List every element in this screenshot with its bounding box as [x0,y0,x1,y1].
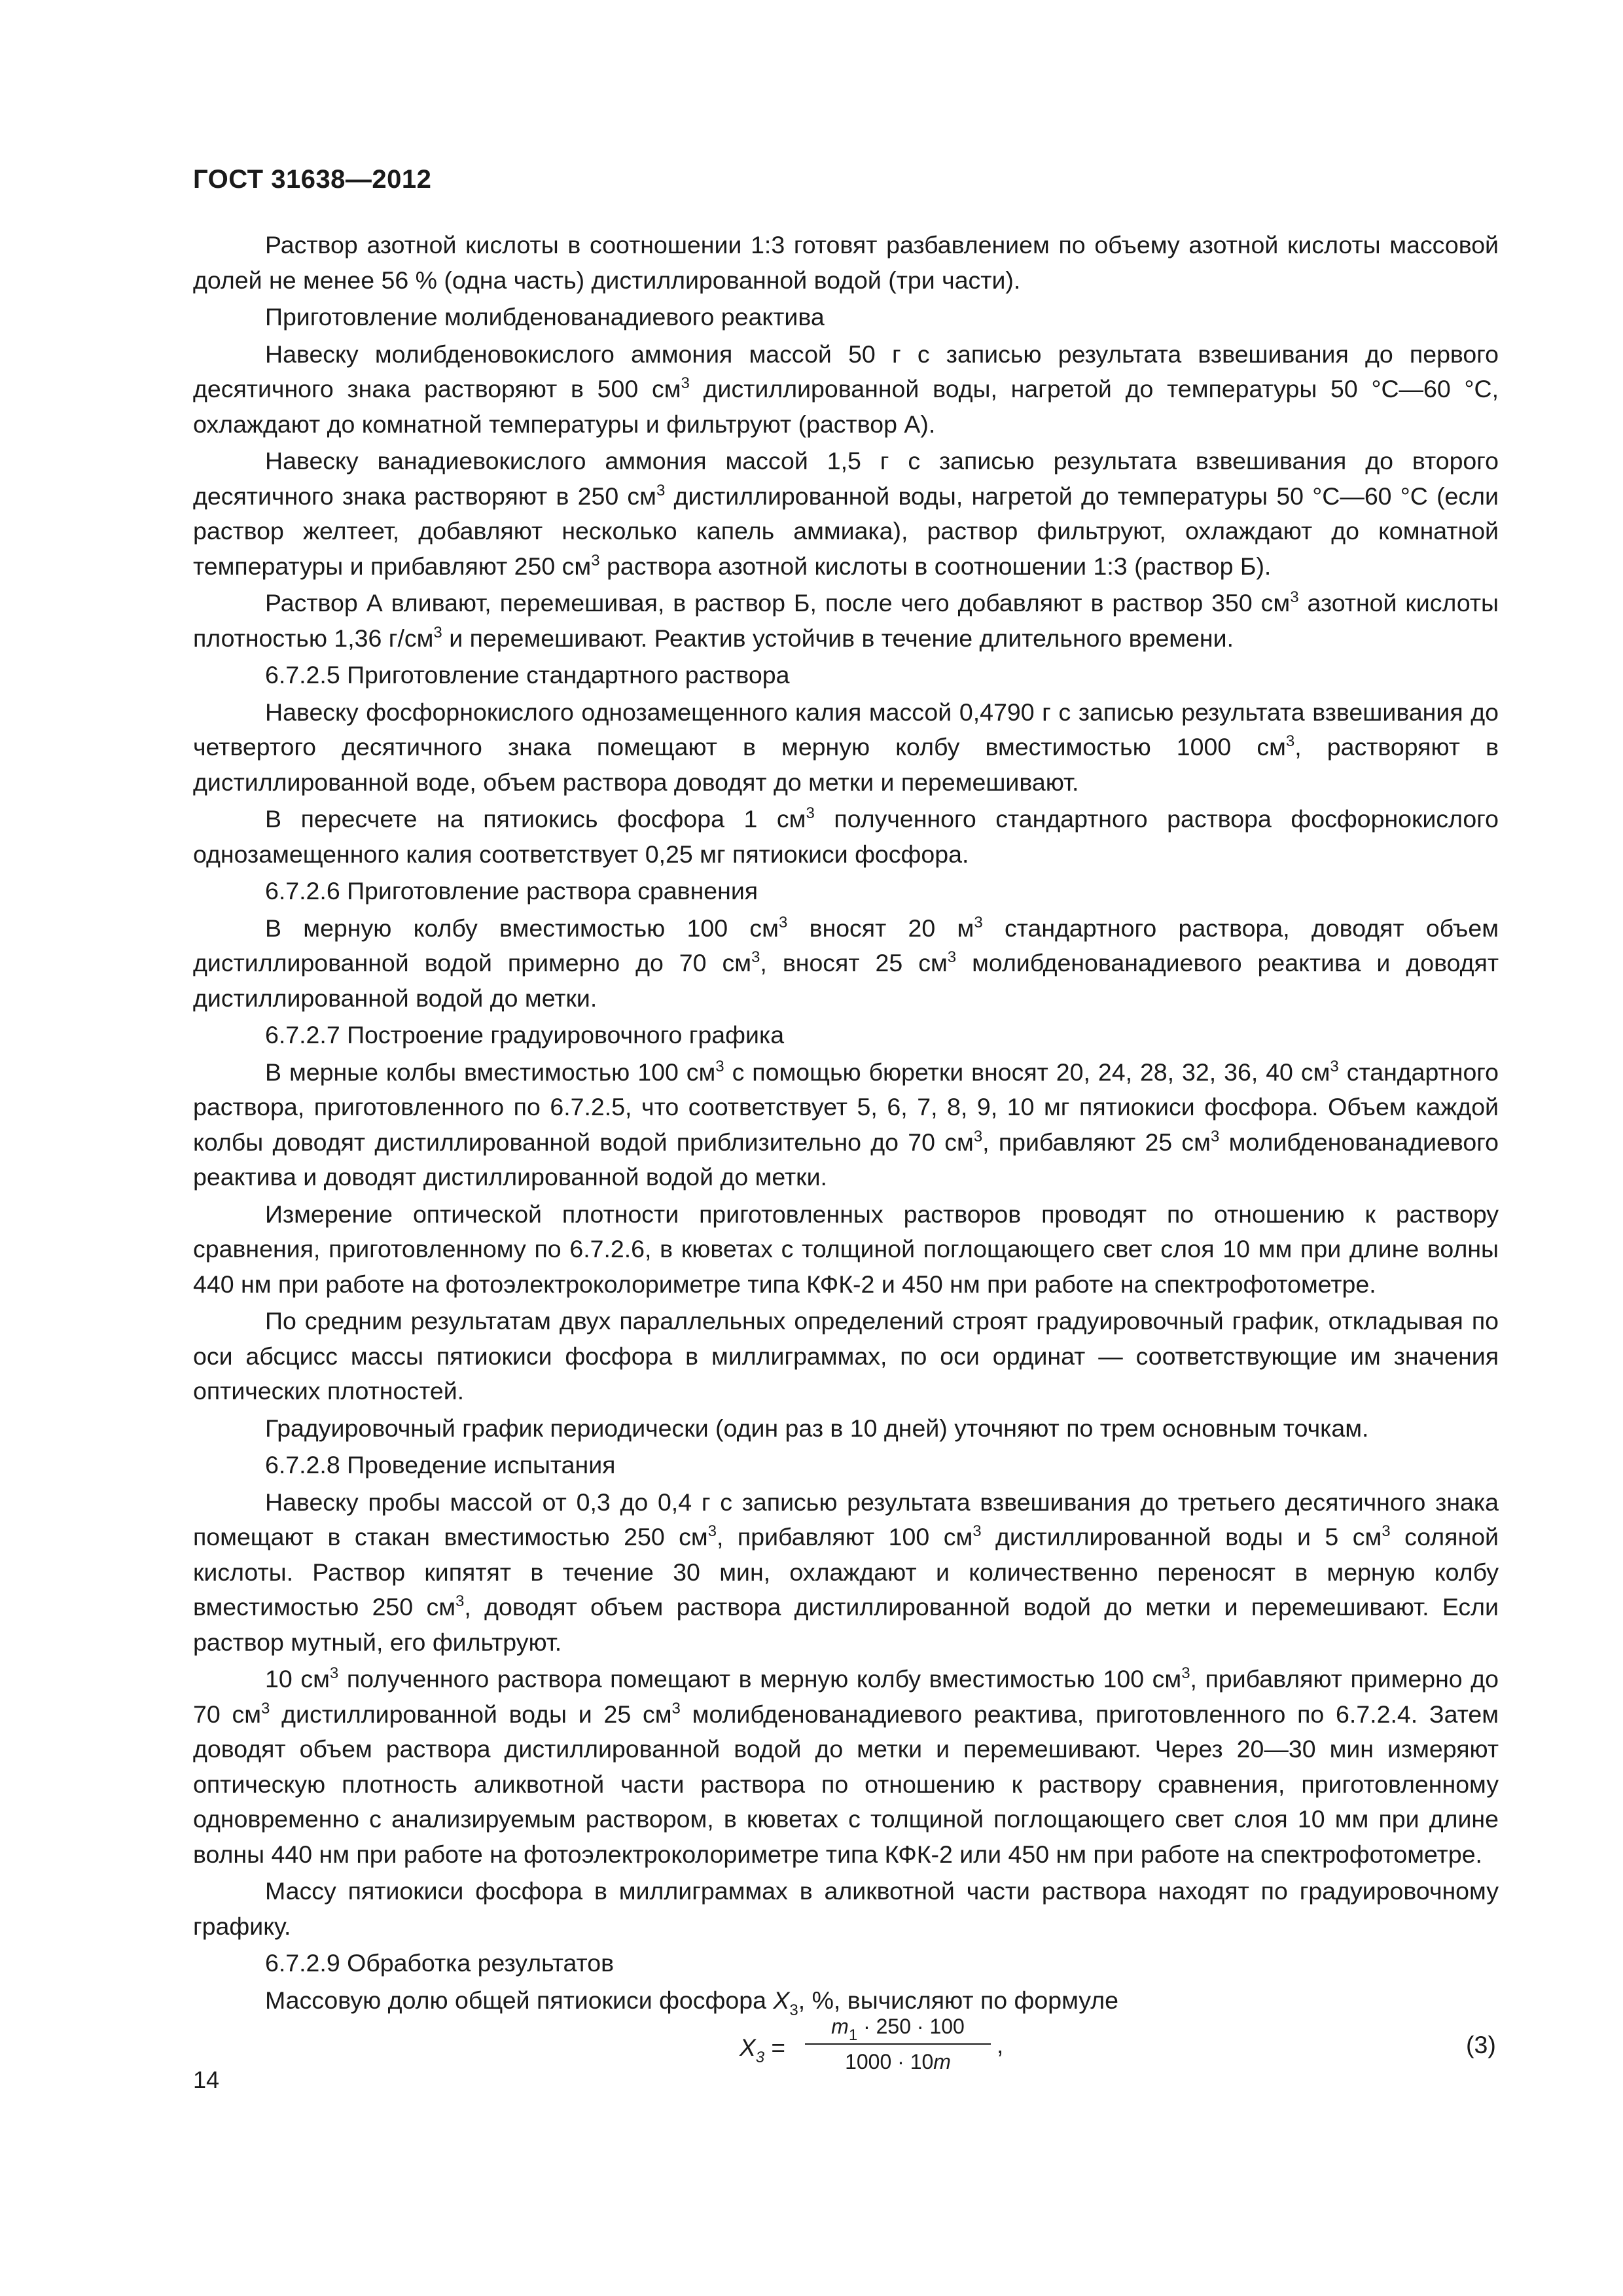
paragraph: Раствор азотной кислоты в соотношении 1:3 готовят разбавлением по объему азотной кислоты массовой долей не менее 56 % (одна часть) дистиллированной водой (три части). [193,231,1499,294]
paragraph: Навеску фосфорнокислого однозамещенного калия массой 0,4790 г с записью результата взвешивания до четвертого десятичного знака помещают в мерную колбу вместимостью 1000 $см^3$, растворяют в дистиллированной воде, объем раствора доводят до метки и перемешивают. [193,698,1499,796]
formula-fraction [800,2009,996,2079]
formula-number: (3) [1466,2031,1496,2058]
formula-trailing-comma: , [997,2032,1004,2058]
section-heading: Приготовление молибденованадиевого реактива [265,303,825,331]
formula-lhs: $X_3$ = [740,2034,785,2066]
paragraph: Градуировочный график периодически (один раз в 10 дней) уточняют по трем основным точкам. [265,1414,1369,1442]
formula-numerator: $m_1 \cdot 250 \cdot 100$ [831,2015,965,2044]
paragraph: Навеску молибденовокислого аммония массой 50 г с записью результата взвешивания до первого десятичного знака растворяют в 500 $см^3$ дистиллированной воды, нагретой до температуры 50 °С—60 °С, охлаждают до комнатной температуры и фильтруют (раствор А). [193,340,1499,438]
page-number: 14 [193,2066,220,2093]
paragraph: В мерные колбы вместимостью 100 $см^3$ с помощью бюретки вносят 20, 24, 28, 32, 36, 40 $см^3$ стандартного раствора, приготовленного по 6.7.2.5, что соответствует 5, 6, 7, 8, 9, 10 мг пятиокиси фосфора. Объем каждой колбы доводят дистиллированной водой приблизительно до 70 $см^3$, прибавляют 25 $см^3$ молибденованадиевого реактива и доводят дистиллированной водой до метки. [193,1057,1499,1191]
paragraph: Массовую долю общей пятиокиси фосфора $X_3$, %, вычисляют по формуле [265,1986,1118,2019]
standard-designation: ГОСТ 31638—2012 [193,165,432,194]
paragraph: Массу пятиокиси фосфора в миллиграммах в аликвотной части раствора находят по градуировочному графику. [193,1877,1499,1940]
section-heading: 6.7.2.6 Приготовление раствора сравнения [265,877,758,905]
formula-denominator: 1000 · 10m [845,2050,951,2073]
paragraph: По средним результатам двух параллельных определений строят градуировочный график, откладывая по оси абсцисс массы пятиокиси фосфора в миллиграммах, по оси ординат — соответствующие им значения оптических плотностей. [193,1307,1499,1405]
paragraph: Навеску пробы массой от 0,3 до 0,4 г с записью результата взвешивания до третьего десятичного знака помещают в стакан вместимостью 250 $см^3$, прибавляют 100 $см^3$ дистиллированной воды и 5 $см^3$ соляной кислоты. Раствор кипятят в течение 30 мин, охлаждают и количественно переносят в мерную колбу вместимостью 250 $см^3$, доводят объем раствора дистиллированной водой до метки и перемешивают. Если раствор мутный, его фильтруют. [193,1488,1499,1656]
paragraph: Навеску ванадиевокислого аммония массой 1,5 г с записью результата взвешивания до второго десятичного знака растворяют в 250 $см^3$ дистиллированной воды, нагретой до температуры 50 °С—60 °С (если раствор желтеет, добавляют несколько капель аммиака), раствор фильтруют, охлаждают до комнатной температуры и прибавляют 250 $см^3$ раствора азотной кислоты в соотношении 1:3 (раствор Б). [193,447,1499,580]
document-body [193,228,1499,2018]
paragraph: Измерение оптической плотности приготовленных растворов проводят по отношению к раствору сравнения, приготовленному по 6.7.2.6, в кюветах с толщиной поглощающего свет слоя 10 мм при длине волны 440 нм при работе на фотоэлектроколориметре типа КФК-2 и 450 нм при работе на спектрофотометре. [193,1200,1499,1298]
paragraph: Раствор А вливают, перемешивая, в раствор Б, после чего добавляют в раствор 350 $см^3$ азотной кислоты плотностью 1,36 $г/см^3$ и перемешивают. Реактив устойчив в течение длительного времени. [193,588,1499,652]
paragraph: В пересчете на пятиокись фосфора 1 $см^3$ полученного стандартного раствора фосфорнокислого однозамещенного калия соответствует 0,25 мг пятиокиси фосфора. [193,804,1499,868]
section-heading: 6.7.2.5 Приготовление стандартного раствора [265,661,790,689]
section-heading: 6.7.2.7 Построение градуировочного графика [265,1021,785,1049]
section-heading: 6.7.2.9 Обработка результатов [265,1949,615,1977]
paragraph: В мерную колбу вместимостью 100 $см^3$ вносят 20 $м^3$ стандартного раствора, доводят объем дистиллированной водой примерно до 70 $см^3$, вносят 25 $см^3$ молибденованадиевого реактива и доводят дистиллированной водой до метки. [193,913,1499,1012]
paragraph: 10 $см^3$ полученного раствора помещают в мерную колбу вместимостью 100 $см^3$, прибавляют примерно до 70 $см^3$ дистиллированной воды и 25 $см^3$ молибденованадиевого реактива, приготовленного по 6.7.2.4. Затем доводят объем раствора дистиллированной водой до метки и перемешивают. Через 20—30 мин измеряют оптическую плотность аликвотной части раствора по отношению к раствору сравнения, приготовленному одновременно с анализируемым раствором, в кюветах с толщиной поглощающего свет слоя 10 мм при длине волны 440 нм при работе на фотоэлектроколориметре типа КФК-2 или 450 нм при работе на спектрофотометре. [193,1664,1499,1868]
section-heading: 6.7.2.8 Проведение испытания [265,1451,616,1479]
